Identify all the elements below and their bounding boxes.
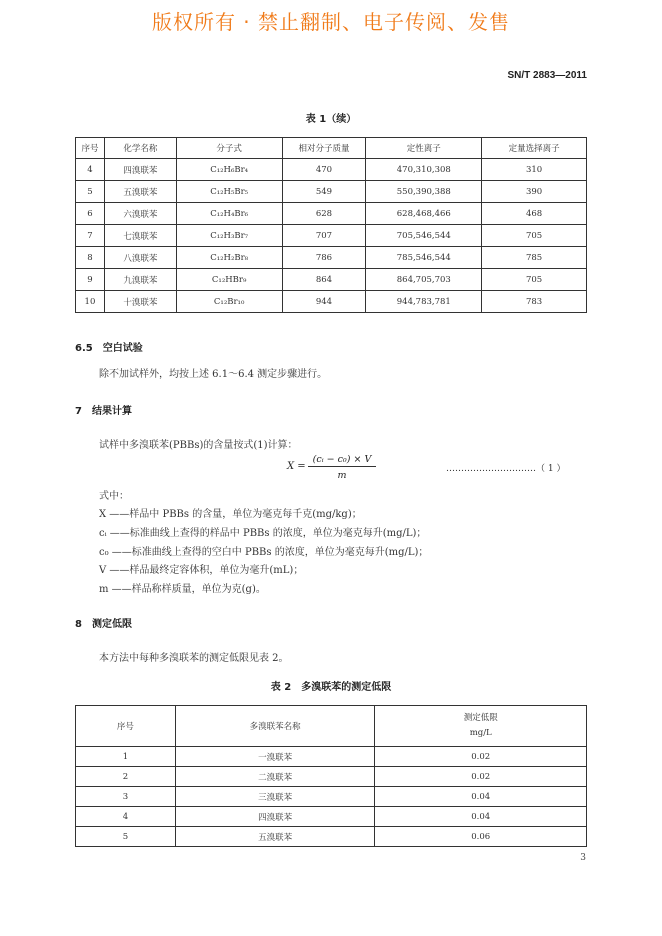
table-row	[76, 159, 587, 181]
table-cell: 四溴联苯	[175, 807, 375, 827]
table-cell: 628	[282, 203, 366, 225]
table-row	[76, 203, 587, 225]
table-cell: 4	[76, 159, 105, 181]
formula-tag: …………………………（ 1 ）	[446, 464, 566, 474]
section-6-5-heading: 6.5 空白试验	[75, 343, 143, 354]
table-row	[76, 767, 587, 787]
table-cell: C₁₂HBr₉	[176, 269, 282, 291]
table-cell: 一溴联苯	[175, 747, 375, 767]
table-cell: 468	[482, 203, 587, 225]
formula-lhs: X =	[287, 461, 306, 472]
table-cell: 1	[76, 747, 176, 767]
table-cell: 707	[282, 225, 366, 247]
table-cell: 5	[76, 827, 176, 847]
table-cell: 九溴联苯	[104, 269, 176, 291]
table2-header-label: 测定低限	[463, 713, 498, 723]
table-row	[76, 269, 587, 291]
table-cell: 四溴联苯	[104, 159, 176, 181]
table-cell: 三溴联苯	[175, 787, 375, 807]
table2-header-unit: mg/L	[469, 728, 492, 738]
table-cell: C₁₂H₂Br₈	[176, 247, 282, 269]
table-cell: 7	[76, 225, 105, 247]
table-cell: 五溴联苯	[175, 827, 375, 847]
table-cell: 4	[76, 807, 176, 827]
table-cell: 705	[482, 269, 587, 291]
table-cell: 6	[76, 203, 105, 225]
formula-def: m ——样品称样质量，单位为克(g)。	[99, 584, 266, 595]
table-cell: 0.04	[375, 807, 587, 827]
table-cell: C₁₂H₆Br₄	[176, 159, 282, 181]
section-7-heading: 7 结果计算	[75, 406, 132, 417]
table-cell: 470,310,308	[366, 159, 482, 181]
table-row	[76, 807, 587, 827]
formula-intro: 试样中多溴联苯(PBBs)的含量按式(1)计算：	[99, 440, 298, 451]
table-row	[76, 181, 587, 203]
table-row	[76, 787, 587, 807]
table-cell: 864	[282, 269, 366, 291]
table-cell: 七溴联苯	[104, 225, 176, 247]
table-cell: 0.02	[375, 747, 587, 767]
table-row	[76, 827, 587, 847]
table-cell: 0.02	[375, 767, 587, 787]
table-cell: 0.06	[375, 827, 587, 847]
table2-header	[375, 706, 587, 747]
table-cell: 310	[482, 159, 587, 181]
table1-caption: 表 1（续）	[305, 114, 357, 125]
formula-def: c₀ ——标准曲线上查得的空白中 PBBs 的浓度，单位为毫克每升(mg/L)；	[99, 547, 429, 558]
table-cell: 2	[76, 767, 176, 787]
table1-header-row	[76, 138, 587, 159]
table-cell: 8	[76, 247, 105, 269]
table-cell: 783	[482, 291, 587, 313]
table-cell: 390	[482, 181, 587, 203]
table-cell: 786	[282, 247, 366, 269]
formula-def: cᵢ ——标准曲线上查得的样品中 PBBs 的浓度，单位为毫克每升(mg/L)；	[99, 528, 427, 539]
table1-header: 定量选择离子	[482, 138, 587, 159]
table-cell: 5	[76, 181, 105, 203]
formula-def: V ——样品最终定容体积，单位为毫升(mL)；	[99, 565, 304, 576]
table-cell: 十溴联苯	[104, 291, 176, 313]
table-cell: 9	[76, 269, 105, 291]
standard-number: SN/T 2883—2011	[507, 70, 587, 81]
section-8-heading: 8 测定低限	[75, 619, 132, 630]
table-cell: 705	[482, 225, 587, 247]
table-row	[76, 247, 587, 269]
table-row	[76, 225, 587, 247]
table-cell: 3	[76, 787, 176, 807]
table1-header: 化学名称	[104, 138, 176, 159]
section-8-text: 本方法中每种多溴联苯的测定低限见表 2。	[99, 653, 289, 664]
table-cell: C₁₂Br₁₀	[176, 291, 282, 313]
table-cell: 944	[282, 291, 366, 313]
table-cell: C₁₂H₃Br₇	[176, 225, 282, 247]
table-cell: 549	[282, 181, 366, 203]
table-cell: 470	[282, 159, 366, 181]
formula-numerator: (cᵢ − c₀) × V	[308, 454, 376, 467]
table-cell: 0.04	[375, 787, 587, 807]
table1	[75, 137, 587, 313]
table-row	[76, 291, 587, 313]
table-cell: 八溴联苯	[104, 247, 176, 269]
table1-header: 相对分子质量	[282, 138, 366, 159]
table-cell: 785,546,544	[366, 247, 482, 269]
table-cell: 五溴联苯	[104, 181, 176, 203]
table-cell: C₁₂H₅Br₅	[176, 181, 282, 203]
table2-caption: 表 2 多溴联苯的测定低限	[270, 682, 392, 693]
table-cell: 二溴联苯	[175, 767, 375, 787]
formula-denominator: m	[337, 470, 347, 481]
section-6-5-text: 除不加试样外，均按上述 6.1～6.4 测定步骤进行。	[99, 369, 328, 380]
table-cell: 705,546,544	[366, 225, 482, 247]
formula-where: 式中：	[99, 491, 129, 502]
table1-header: 序号	[76, 138, 105, 159]
table-cell: 628,468,466	[366, 203, 482, 225]
table2	[75, 705, 587, 847]
table-cell: C₁₂H₄Br₆	[176, 203, 282, 225]
table-cell: 550,390,388	[366, 181, 482, 203]
table-cell: 864,705,703	[366, 269, 482, 291]
page-number: 3	[580, 853, 586, 863]
formula-def: X ——样品中 PBBs 的含量，单位为毫克每千克(mg/kg)；	[99, 509, 362, 520]
table2-header: 序号	[76, 706, 176, 747]
table1-header: 分子式	[176, 138, 282, 159]
table-row	[76, 747, 587, 767]
table-cell: 六溴联苯	[104, 203, 176, 225]
table2-header: 多溴联苯名称	[175, 706, 375, 747]
table-cell: 10	[76, 291, 105, 313]
table-cell: 944,783,781	[366, 291, 482, 313]
table1-header: 定性离子	[366, 138, 482, 159]
table-cell: 785	[482, 247, 587, 269]
watermark: 版权所有 · 禁止翻制、电子传阅、发售	[151, 10, 511, 34]
table2-header-row	[76, 706, 587, 747]
